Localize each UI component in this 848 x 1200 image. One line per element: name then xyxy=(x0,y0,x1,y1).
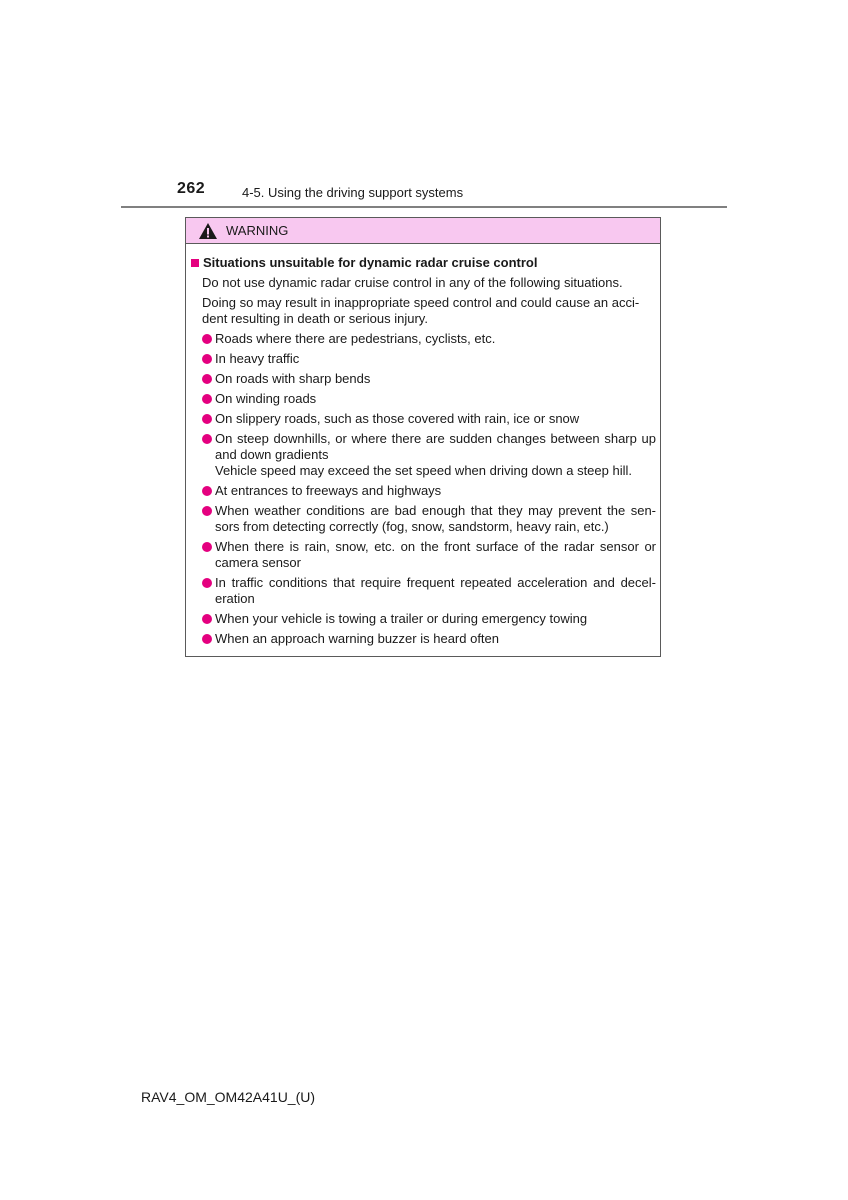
list-item: When weather conditions are bad enough that they may prevent the sen-sors from detecting correctly (fog, snow, sandstorm, heavy rain, etc.) xyxy=(202,503,656,535)
bullet-dot-icon xyxy=(202,634,212,644)
list-item: On roads with sharp bends xyxy=(202,371,656,387)
intro-paragraph-1: Do not use dynamic radar cruise control in any of the following situations. xyxy=(202,275,623,290)
bullet-dot-icon xyxy=(202,414,212,424)
warning-header xyxy=(186,218,660,244)
list-item-note: Vehicle speed may exceed the set speed when driving down a steep hill. xyxy=(215,463,632,478)
list-item: At entrances to freeways and highways xyxy=(202,483,656,499)
list-item: On steep downhills, or where there are sudden changes between sharp up and down gradients Vehicle speed may exceed the set speed when driving down a steep hill. xyxy=(202,431,656,479)
list-item: When your vehicle is towing a trailer or during emergency towing xyxy=(202,611,656,627)
document-code: RAV4_OM_OM42A41U_(U) xyxy=(141,1089,316,1105)
warning-heading-text: Situations unsuitable for dynamic radar cruise control xyxy=(203,255,538,270)
list-item: Roads where there are pedestrians, cyclists, etc. xyxy=(202,331,656,347)
warning-label: WARNING xyxy=(226,223,289,238)
bullet-dot-icon xyxy=(202,374,212,384)
bullet-dot-icon xyxy=(202,614,212,624)
section-title: 4-5. Using the driving support systems xyxy=(242,185,464,200)
list-item: On slippery roads, such as those covered with rain, ice or snow xyxy=(202,411,656,427)
list-item: When an approach warning buzzer is heard often xyxy=(202,631,656,647)
page-number: 262 xyxy=(177,180,206,197)
bullet-dot-icon xyxy=(202,578,212,588)
bullet-dot-icon xyxy=(202,486,212,496)
intro-paragraph-2: Doing so may result in inappropriate speed control and could cause an acci-dent resulting in death or serious injury. xyxy=(202,295,640,326)
bullet-dot-icon xyxy=(202,542,212,552)
square-bullet-icon xyxy=(191,259,199,267)
list-item: In traffic conditions that require frequent repeated acceleration and decel-eration xyxy=(202,575,656,607)
warning-triangle-icon xyxy=(198,222,218,240)
header-divider xyxy=(121,206,727,208)
list-item: On winding roads xyxy=(202,391,656,407)
bullet-dot-icon xyxy=(202,506,212,516)
bullet-dot-icon xyxy=(202,354,212,364)
list-item: In heavy traffic xyxy=(202,351,656,367)
bullet-dot-icon xyxy=(202,334,212,344)
list-item: When there is rain, snow, etc. on the front surface of the radar sensor or camera sensor xyxy=(202,539,656,571)
situation-list xyxy=(191,331,656,647)
bullet-dot-icon xyxy=(202,434,212,444)
warning-body xyxy=(186,244,660,647)
warning-subheading xyxy=(191,255,656,271)
bullet-dot-icon xyxy=(202,394,212,404)
warning-box xyxy=(185,217,661,657)
